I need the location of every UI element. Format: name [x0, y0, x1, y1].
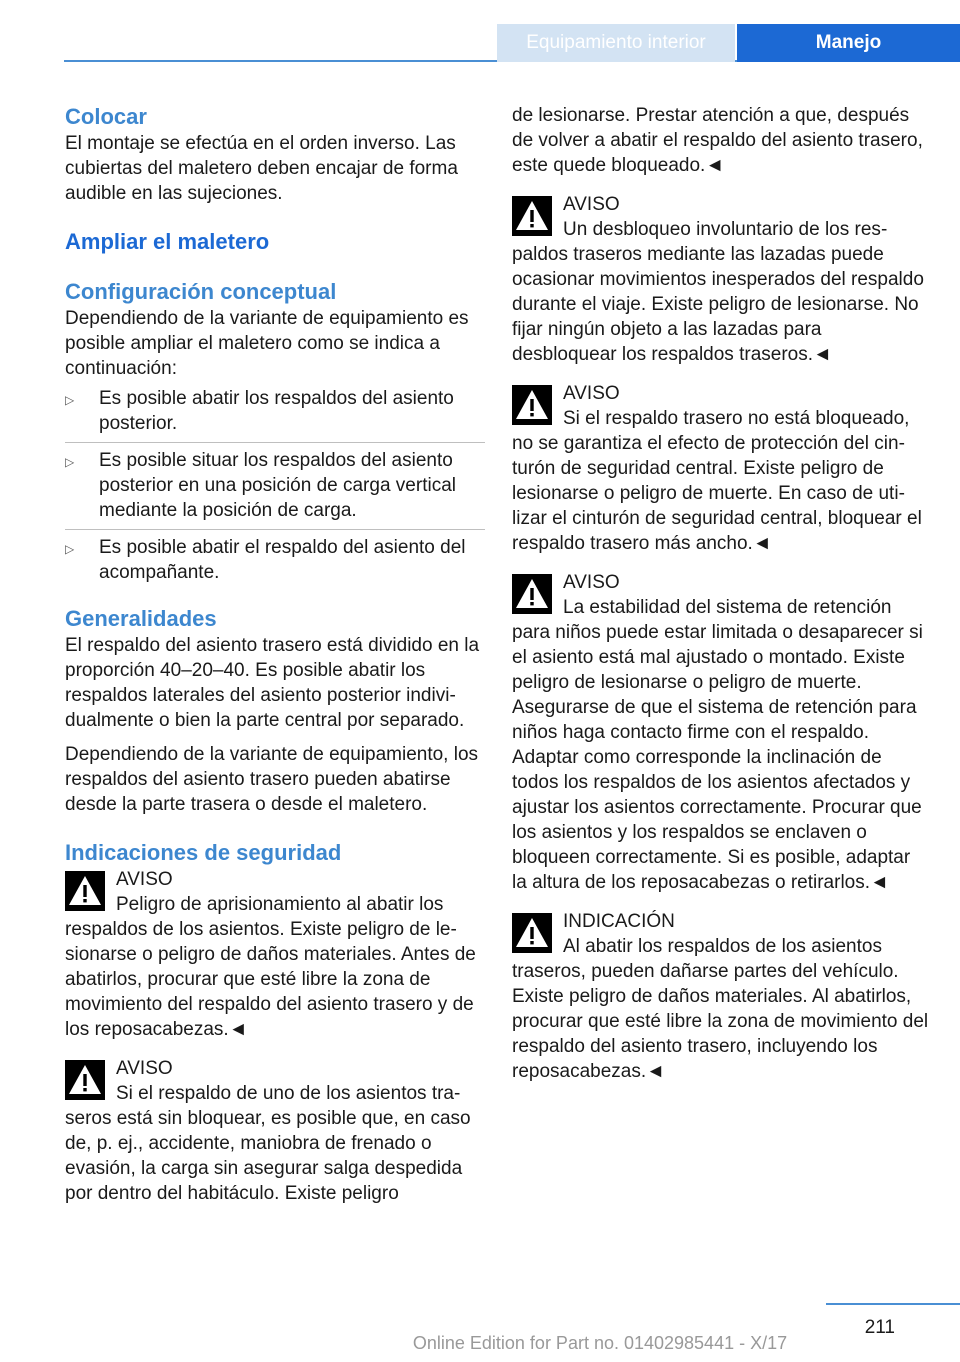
heading-colocar: Colocar	[65, 104, 147, 129]
heading-ampliar-maletero: Ampliar el maletero	[65, 229, 270, 254]
warning-triangle-icon	[512, 913, 552, 953]
warning-label: AVISO	[116, 869, 173, 890]
warning-block	[65, 867, 485, 1042]
paragraph-generalidades-1: El respaldo del asiento trasero está dividido en la proporción 40–20–40. Es posible abatir los respaldos laterales del asiento posterior individualmente o bien la parte central por separado.	[65, 635, 480, 731]
right-column	[512, 103, 930, 1084]
options-list	[65, 381, 485, 591]
paragraph-configuracion: Dependiendo de la variante de equipamiento es posible ampliar el maletero como se indica a continuación:	[65, 308, 469, 379]
warning-block	[512, 570, 930, 895]
footer-rule	[826, 1303, 960, 1305]
heading-configuracion: Configuración conceptual	[65, 279, 337, 304]
left-column	[65, 103, 485, 1206]
page-number: 211	[864, 1317, 895, 1338]
warning-text: La estabilidad del sistema de retención para niños puede estar limitada o desaparecer si el asiento está mal ajustado o montado. Existe peligro de lesionarse o peligro de muerte. Asegurarse de que el sistema de retención para niños haga contacto firme con el respaldo. Adaptar como corresponde la inclinación de todos los respaldos de los asientos afectados y ajustar los asientos correctamente. Procurar que los asientos y los respaldos se enclaven o bloqueen correctamente. Si es posible, adaptar la altura de los reposacabezas o retirarlos.◄	[512, 597, 923, 893]
heading-seguridad: Indicaciones de seguridad	[65, 840, 342, 865]
warning-triangle-icon	[65, 871, 105, 911]
note-text: Al abatir los respaldos de los asientos traseros, pueden dañarse partes del vehículo. Existe peligro de daños materiales. Al abatirlos, procurar que esté libre la zona de movimiento del respaldo del asiento trasero, incluyendo los reposacabezas.◄	[512, 936, 929, 1082]
note-block	[512, 909, 930, 1084]
list-item: ▷ Es posible situar los respaldos del asiento posterior en una posición de carga vertical mediante la posición de carga.	[65, 443, 485, 530]
warning-text: Peligro de aprisionamiento al abatir los respaldos de los asientos. Existe peligro de lesionarse o peligro de daños materiales. Antes de abatirlos, procurar que esté libre la zona de movimiento del respaldo del asiento trasero y de los reposacabezas.◄	[65, 894, 476, 1040]
warning-label: AVISO	[563, 572, 620, 593]
heading-generalidades: Generalidades	[65, 606, 217, 631]
header-chapter-tab: Manejo	[737, 24, 960, 62]
warning-block	[512, 381, 930, 556]
warning-label: AVISO	[563, 383, 620, 404]
warning-text: Si el respaldo de uno de los asientos traseros está sin bloquear, es posible que, en caso de, p. ej., accidente, maniobra de frenado o evasión, la carga sin asegurar salga despedida por dentro del habitáculo. Existe peligro	[65, 1083, 471, 1204]
warning-text: Un desbloqueo involuntario de los respaldos traseros mediante las lazadas puede ocasionar movimientos inesperados del respaldo durante el viaje. Existe peligro de lesionarse. No fijar ningún objeto a las lazadas para desbloquear los respaldos traseros.◄	[512, 219, 924, 365]
list-item: ▷ Es posible abatir los respaldos del asiento posterior.	[65, 381, 485, 443]
warning-label: AVISO	[563, 194, 620, 215]
list-item: ▷ Es posible abatir el respaldo del asiento del acompañante.	[65, 537, 466, 583]
warning-triangle-icon	[512, 385, 552, 425]
warning-label: AVISO	[116, 1058, 173, 1079]
warning-text: Si el respaldo trasero no está bloqueado, no se garantiza el efecto de protección del cinturón de seguridad central. Existe peligro de lesionarse o peligro de muerte. En caso de utilizar el cinturón de seguridad central, bloquear el respaldo trasero más ancho.◄	[512, 408, 922, 554]
warning-triangle-icon	[65, 1060, 105, 1100]
warning-block	[65, 1056, 485, 1206]
note-label: INDICACIÓN	[563, 911, 675, 932]
paragraph-generalidades-2: Dependiendo de la variante de equipamiento, los respaldos del asiento trasero pueden abatirse desde la parte trasera o desde el maletero.	[65, 744, 479, 815]
paragraph-continuation: de lesionarse. Prestar atención a que, después de volver a abatir el respaldo del asiento trasero, este quede bloqueado.◄	[512, 105, 923, 176]
warning-block	[512, 192, 930, 367]
paragraph-colocar: El montaje se efectúa en el orden inverso. Las cubiertas del maletero deben encajar de forma audible en las sujeciones.	[65, 133, 458, 204]
bullet-triangle-icon: ▷	[65, 542, 75, 556]
bullet-triangle-icon: ▷	[65, 455, 75, 469]
bullet-triangle-icon: ▷	[65, 393, 75, 407]
header-section-tab: Equipamiento interior	[497, 24, 735, 62]
warning-triangle-icon	[512, 574, 552, 614]
edition-watermark: Online Edition for Part no. 01402985441 - X/17	[412, 1333, 788, 1353]
warning-triangle-icon	[512, 196, 552, 236]
